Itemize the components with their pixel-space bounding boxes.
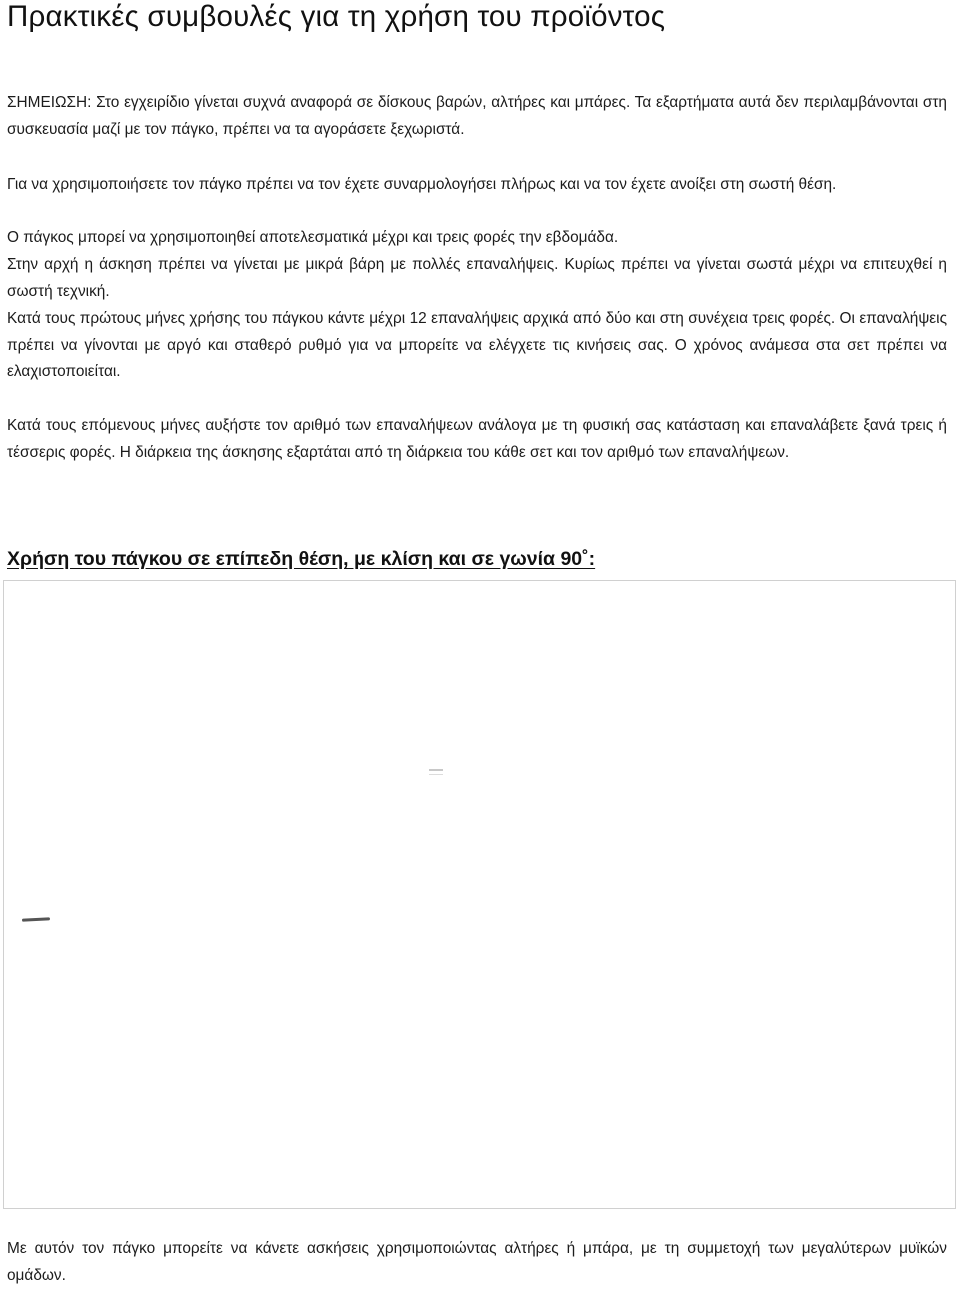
note-label: ΣΗΜΕΙΩΣΗ — [7, 94, 88, 111]
figure-frame — [3, 580, 956, 1209]
section-heading: Χρήση του πάγκου σε επίπεδη θέση, με κλίση και σε γωνία 90˚: — [7, 548, 596, 570]
next-months-paragraph: Κατά τους επόμενους μήνες αυξήστε τον αριθμό των επαναλήψεων ανάλογα με τη φυσική σας κατάσταση και επαναλάβετε ξανά τρεις ή τέσσερις φορές. Η διάρκεια της άσκησης εξαρτάται από τη διάρκεια του κάθε σετ και τον αριθμό των επαναλήψεων. — [7, 417, 947, 461]
note-text: : Στο εγχειρίδιο γίνεται συχνά αναφορά σε δίσκους βαρών, αλτήρες και μπάρες. Τα εξαρτήματα αυτά δεν περιλαμβάνονται στη συσκευασία μαζί με τον πάγκο, πρέπει να τα αγοράσετε ξεχωριστά. — [7, 94, 947, 138]
figure-fragment — [429, 769, 443, 775]
note-paragraph — [7, 90, 947, 143]
frequency-paragraph: Ο πάγκος μπορεί να χρησιμοποιηθεί αποτελεσματικά μέχρι και τρεις φορές την εβδομάδα. — [7, 229, 619, 246]
assembly-paragraph: Για να χρησιμοποιήσετε τον πάγκο πρέπει να τον έχετε συναρμολογήσει πλήρως και να τον έχετε ανοίξει στη σωστή θέση. — [7, 176, 837, 193]
footer-paragraph: Με αυτόν τον πάγκο μπορείτε να κάνετε ασκήσεις χρησιμοποιώντας αλτήρες ή μπάρα, με τη συμμετοχή των μεγαλύτερων μυϊκών ομάδων. — [7, 1240, 947, 1284]
figure-fragment — [22, 917, 50, 921]
first-months-paragraph: Κατά τους πρώτους μήνες χρήσης του πάγκου κάντε μέχρι 12 επαναλήψεις αρχικά από δύο και στη συνέχεια τρεις φορές. Οι επαναλήψεις πρέπει να γίνονται με αργό και σταθερό ρυθμό για να μπορείτε να ελέγχετε τις κινήσεις σας. Ο χρόνος ανάμεσα στα σετ πρέπει να ελαχιστοποιείται. — [7, 310, 947, 380]
start-paragraph: Στην αρχή η άσκηση πρέπει να γίνεται με μικρά βάρη με πολλές επαναλήψεις. Κυρίως πρέπει να γίνεται σωστά μέχρι να επιτευχθεί η σωστή τεχνική. — [7, 256, 947, 300]
page-title: Πρακτικές συμβουλές για τη χρήση του προϊόντος — [7, 0, 666, 33]
